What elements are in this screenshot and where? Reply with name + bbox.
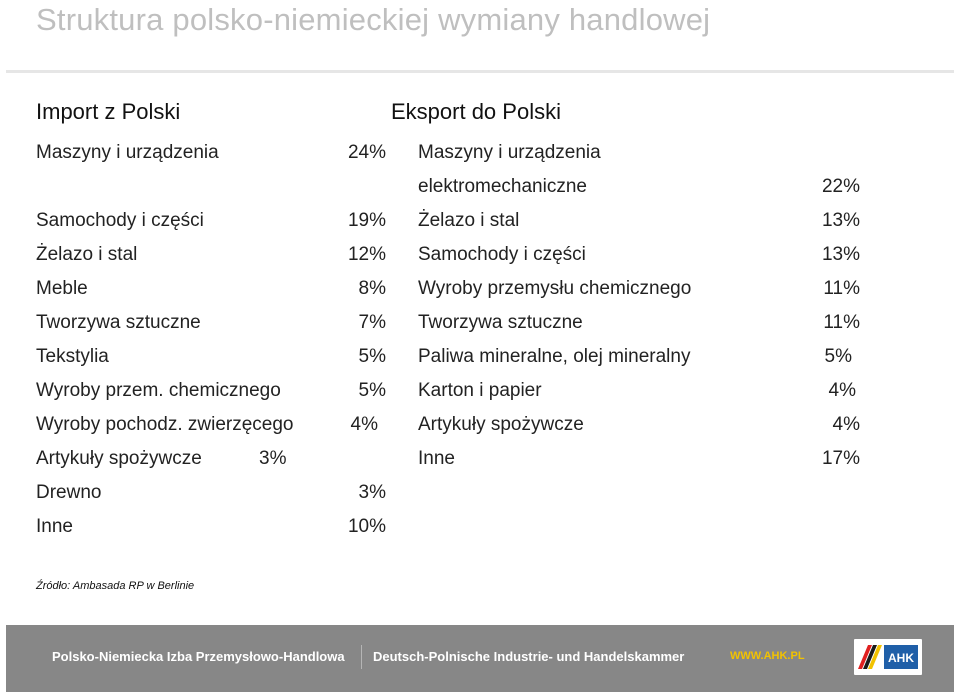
ahk-logo: [854, 639, 922, 680]
import-row-value: 3%: [259, 448, 287, 469]
import-row-value: 3%: [358, 482, 386, 503]
import-row: [36, 374, 386, 408]
import-row: [36, 238, 386, 272]
export-row-value: 17%: [821, 448, 860, 469]
import-row-label: Wyroby pochodz. zwierzęcego: [36, 414, 294, 435]
import-row: [36, 408, 386, 442]
export-row-label: Paliwa mineralne, olej mineralny: [418, 346, 691, 367]
export-row-label: Inne: [418, 448, 455, 469]
footer-bar: [6, 625, 954, 692]
export-row: [418, 204, 860, 238]
export-row: [418, 408, 860, 442]
import-row-label: Drewno: [36, 482, 102, 503]
import-row: [36, 272, 386, 306]
import-row: [36, 340, 386, 374]
import-row: [36, 510, 386, 544]
footer-org-polish: Polsko-Niemiecka Izba Przemysłowo-Handlowa: [52, 649, 345, 664]
export-heading: Eksport do Polski: [391, 99, 561, 124]
footer-website-link[interactable]: WWW.AHK.PL: [730, 650, 805, 662]
source-note: Źródło: Ambasada RP w Berlinie: [36, 580, 195, 592]
import-row-value: 19%: [347, 210, 386, 231]
export-row-label: Karton i papier: [418, 380, 542, 401]
footer-divider: [361, 645, 362, 669]
import-row-label: Samochody i części: [36, 210, 204, 231]
import-row-label: Maszyny i urządzenia: [36, 142, 219, 163]
import-heading: Import z Polski: [36, 99, 181, 124]
export-row-value: 4%: [832, 414, 860, 435]
import-row-label: Meble: [36, 278, 88, 299]
footer-org-german: Deutsch-Polnische Industrie- und Handelskammer: [373, 649, 685, 664]
export-row: [418, 136, 860, 170]
page-title: Struktura polsko-niemieckiej wymiany handlowej: [36, 2, 711, 37]
import-row-value: 10%: [347, 516, 386, 537]
export-row-label: Samochody i części: [418, 244, 586, 265]
import-row-label: Tworzywa sztuczne: [36, 312, 201, 333]
export-row-label: Maszyny i urządzenia: [418, 142, 601, 163]
import-row-label: Tekstylia: [36, 346, 109, 367]
ahk-logo-text: AHK: [888, 651, 914, 665]
import-row-value: 5%: [358, 346, 386, 367]
export-row: [418, 442, 860, 476]
export-row: [418, 238, 860, 272]
export-row-label: elektromechaniczne: [418, 176, 587, 197]
import-row: [36, 442, 386, 476]
import-row-value: 24%: [347, 142, 386, 163]
export-row-value: 13%: [821, 210, 860, 231]
export-row-label: Żelazo i stal: [418, 210, 520, 231]
import-row-label: Artykuły spożywcze: [36, 448, 202, 469]
import-row: [36, 306, 386, 340]
export-row: [418, 272, 860, 306]
export-row-value: 4%: [828, 380, 856, 401]
import-row: [36, 476, 386, 510]
import-row-value: 12%: [347, 244, 386, 265]
import-row-label: Wyroby przem. chemicznego: [36, 380, 281, 401]
export-row: [418, 306, 860, 340]
import-row-label: Inne: [36, 516, 73, 537]
ahk-logo-icon: [854, 639, 922, 675]
import-row-label: Żelazo i stal: [36, 244, 138, 265]
import-row: [36, 204, 386, 238]
export-row-label: Tworzywa sztuczne: [418, 312, 583, 333]
export-row-value: 13%: [821, 244, 860, 265]
export-row: [418, 170, 860, 204]
export-row-value: 5%: [824, 346, 852, 367]
import-row-value: 8%: [358, 278, 386, 299]
export-row-value: 22%: [821, 176, 860, 197]
import-row-value: 4%: [350, 414, 378, 435]
import-row: [36, 136, 386, 170]
export-row: [418, 340, 860, 374]
export-row-label: Wyroby przemysłu chemicznego: [418, 278, 692, 299]
import-row-value: 7%: [358, 312, 386, 333]
export-row: [418, 374, 860, 408]
import-row-value: 5%: [358, 380, 386, 401]
export-row-label: Artykuły spożywcze: [418, 414, 584, 435]
title-divider: [6, 70, 954, 73]
export-row-value: 11%: [823, 278, 860, 299]
export-row-value: 11%: [823, 312, 860, 333]
